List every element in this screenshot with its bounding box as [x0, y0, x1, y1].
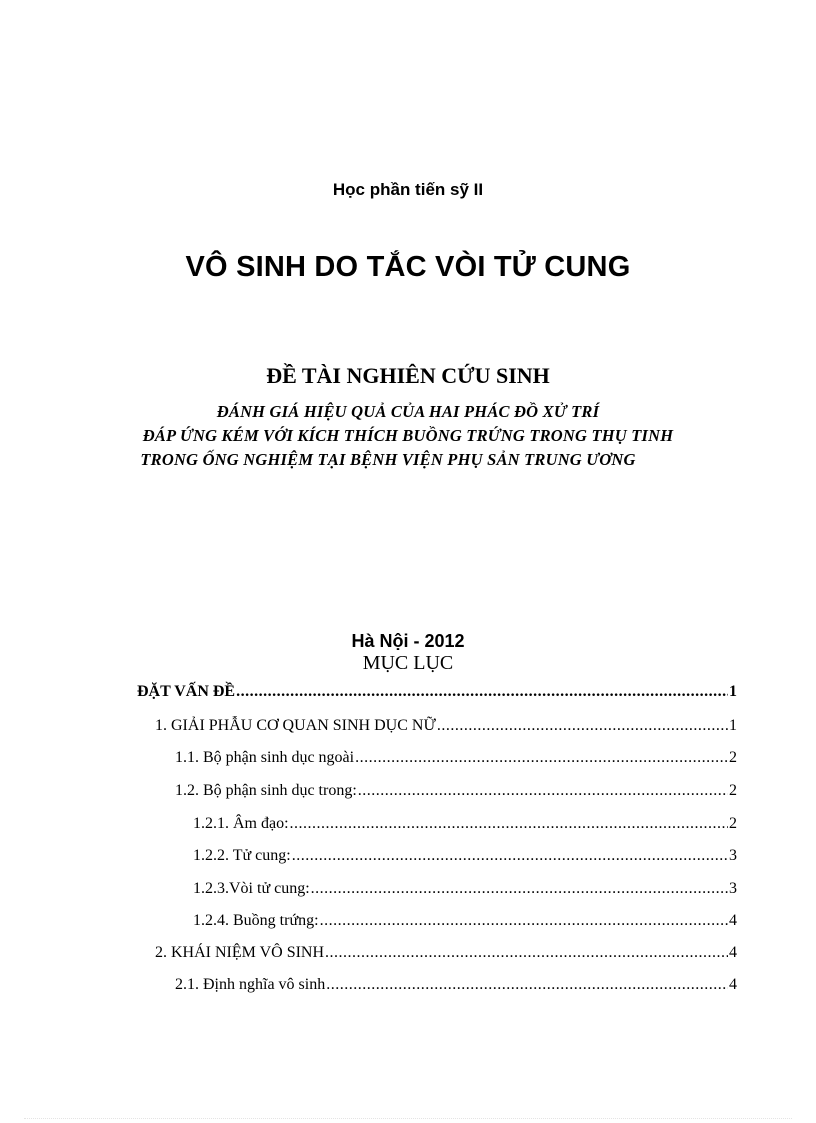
toc-heading: MỤC LỤC	[362, 652, 454, 674]
toc-leader-dots	[311, 880, 728, 898]
toc-entry-page: 1	[729, 717, 737, 734]
toc-entry[interactable]	[193, 880, 737, 898]
toc-entry[interactable]	[137, 683, 737, 701]
toc-entry-page: 4	[729, 976, 737, 993]
toc-leader-dots	[437, 717, 728, 735]
toc-leader-dots	[236, 683, 728, 701]
toc-leader-dots	[325, 944, 728, 962]
document-title: VÔ SINH DO TẮC VÒI TỬ CUNG	[185, 251, 631, 283]
toc-entry-label: 1. GIẢI PHẪU CƠ QUAN SINH DỤC NỮ	[155, 717, 436, 734]
research-topic-line-2: ĐÁP ỨNG KÉM VỚI KÍCH THÍCH BUỒNG TRỨNG TRONG THỤ TINH	[142, 426, 674, 445]
toc-entry[interactable]	[155, 717, 737, 735]
toc-entry[interactable]	[193, 847, 737, 865]
place-year: Hà Nội - 2012	[351, 631, 465, 651]
toc-entry[interactable]	[175, 782, 737, 800]
research-topic-line-1: ĐÁNH GIÁ HIỆU QUẢ CỦA HAI PHÁC ĐỒ XỬ TRÍ	[216, 402, 600, 421]
toc-entry-page: 3	[729, 847, 737, 864]
toc-entry[interactable]	[175, 749, 737, 767]
toc-entry-label: 1.2.1. Âm đạo:	[193, 815, 289, 832]
research-topic-line-3: TRONG ỐNG NGHIỆM TẠI BỆNH VIỆN PHỤ SẢN TRUNG ƯƠNG	[140, 450, 636, 469]
toc-entry[interactable]	[193, 815, 737, 833]
toc-leader-dots	[290, 815, 728, 833]
toc-entry[interactable]	[193, 912, 737, 930]
toc-entry-page: 1	[729, 683, 737, 700]
toc-entry-label: ĐẶT VẤN ĐỀ	[137, 683, 236, 700]
research-heading: ĐỀ TÀI NGHIÊN CỨU SINH	[266, 363, 550, 388]
toc-entry-label: 1.2.3.Vòi tử cung:	[193, 880, 310, 897]
toc-leader-dots	[326, 976, 728, 994]
page-bottom-divider	[24, 1118, 792, 1119]
toc-entry-label: 1.2.2. Tử cung:	[193, 847, 291, 864]
toc-entry-page: 3	[729, 880, 737, 897]
toc-leader-dots	[320, 912, 728, 930]
toc-entry-page: 2	[729, 815, 737, 832]
toc-leader-dots	[292, 847, 728, 865]
toc-entry-label: 2.1. Định nghĩa vô sinh	[175, 976, 326, 993]
toc-entry-label: 2. KHÁI NIỆM VÔ SINH	[155, 944, 325, 961]
toc-entry-page: 2	[729, 782, 737, 799]
course-subtitle: Học phần tiến sỹ II	[332, 180, 484, 199]
toc-entry-page: 2	[729, 749, 737, 766]
toc-entry-label: 1.2.4. Buồng trứng:	[193, 912, 319, 929]
toc-entry[interactable]	[175, 976, 737, 994]
toc-leader-dots	[358, 782, 728, 800]
toc-entry[interactable]	[155, 944, 737, 962]
toc-entry-page: 4	[729, 912, 737, 929]
toc-entry-label: 1.2. Bộ phận sinh dục trong:	[175, 782, 357, 799]
toc-entry-page: 4	[729, 944, 737, 961]
toc-entry-label: 1.1. Bộ phận sinh dục ngoài	[175, 749, 355, 766]
toc-leader-dots	[355, 749, 728, 767]
